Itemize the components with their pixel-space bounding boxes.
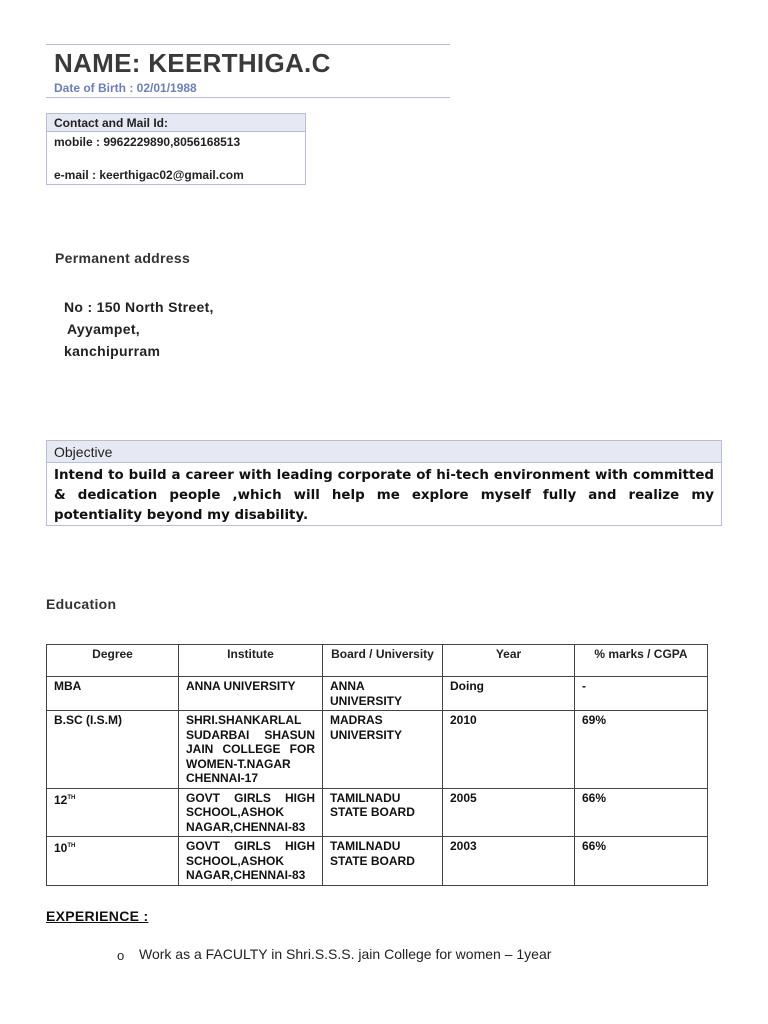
education-heading: Education bbox=[46, 596, 117, 612]
table-row bbox=[47, 711, 708, 789]
bullet-marker: o bbox=[117, 948, 125, 963]
cell-marks: - bbox=[575, 677, 708, 711]
cell-degree: B.SC (I.S.M) bbox=[47, 711, 179, 789]
cell-marks: 66% bbox=[575, 837, 708, 886]
column-header: Degree bbox=[47, 645, 179, 677]
column-header: % marks / CGPA bbox=[575, 645, 708, 677]
cell-board: ANNA UNIVERSITY bbox=[323, 677, 443, 711]
cell-year: Doing bbox=[443, 677, 575, 711]
table-row bbox=[47, 788, 708, 837]
cell-institute: GOVT GIRLS HIGH SCHOOL,ASHOK NAGAR,CHENNAI-83 bbox=[179, 837, 323, 886]
address-line-3: kanchipurram bbox=[64, 343, 161, 359]
cell-board: MADRAS UNIVERSITY bbox=[323, 711, 443, 789]
contact-heading: Contact and Mail Id: bbox=[47, 114, 305, 132]
cell-institute: GOVT GIRLS HIGH SCHOOL,ASHOK NAGAR,CHENNAI-83 bbox=[179, 788, 323, 837]
candidate-name: NAME: KEERTHIGA.C bbox=[54, 48, 331, 78]
cell-board: TAMILNADU STATE BOARD bbox=[323, 788, 443, 837]
column-header: Board / University bbox=[323, 645, 443, 677]
address-heading: Permanent address bbox=[55, 250, 191, 266]
contact-mobile: mobile : 9962229890,8056168513 bbox=[54, 135, 241, 149]
cell-year: 2005 bbox=[443, 788, 575, 837]
experience-heading: EXPERIENCE : bbox=[46, 908, 149, 924]
degree-suffix: TH bbox=[67, 794, 76, 801]
cell-degree bbox=[47, 837, 179, 886]
cell-marks: 66% bbox=[575, 788, 708, 837]
cell-degree: MBA bbox=[47, 677, 179, 711]
column-header: Institute bbox=[179, 645, 323, 677]
address-line-2: Ayyampet, bbox=[67, 321, 140, 337]
objective-heading: Objective bbox=[47, 441, 721, 463]
contact-email: e-mail : keerthigac02@gmail.com bbox=[54, 168, 244, 182]
table-row bbox=[47, 677, 708, 711]
cell-degree bbox=[47, 788, 179, 837]
education-table bbox=[46, 644, 708, 886]
cell-year: 2010 bbox=[443, 711, 575, 789]
contact-box bbox=[46, 113, 306, 185]
table-row bbox=[47, 837, 708, 886]
column-header: Year bbox=[443, 645, 575, 677]
cell-marks: 69% bbox=[575, 711, 708, 789]
degree-number: 12 bbox=[54, 792, 68, 807]
table-header-row bbox=[47, 645, 708, 677]
objective-box bbox=[46, 440, 722, 526]
cell-institute: SHRI.SHANKARLAL SUDARBAI SHASUN JAIN COLLEGE FOR WOMEN-T.NAGAR CHENNAI-17 bbox=[179, 711, 323, 789]
cell-institute: ANNA UNIVERSITY bbox=[179, 677, 323, 711]
header-bottom-rule bbox=[46, 97, 450, 98]
date-of-birth: Date of Birth : 02/01/1988 bbox=[54, 81, 197, 95]
cell-year: 2003 bbox=[443, 837, 575, 886]
degree-number: 10 bbox=[54, 841, 68, 855]
experience-item: Work as a FACULTY in Shri.S.S.S. jain College for women – 1year bbox=[139, 946, 552, 962]
address-line-1: No : 150 North Street, bbox=[64, 299, 214, 315]
cell-board: TAMILNADU STATE BOARD bbox=[323, 837, 443, 886]
header-top-rule bbox=[46, 44, 450, 45]
objective-text: Intend to build a career with leading corporate of hi-tech environment with committed & dedication people ,which will help me explore myself fully and realize my potentiality beyond my disability. bbox=[54, 468, 714, 523]
degree-suffix: TH bbox=[67, 843, 76, 849]
